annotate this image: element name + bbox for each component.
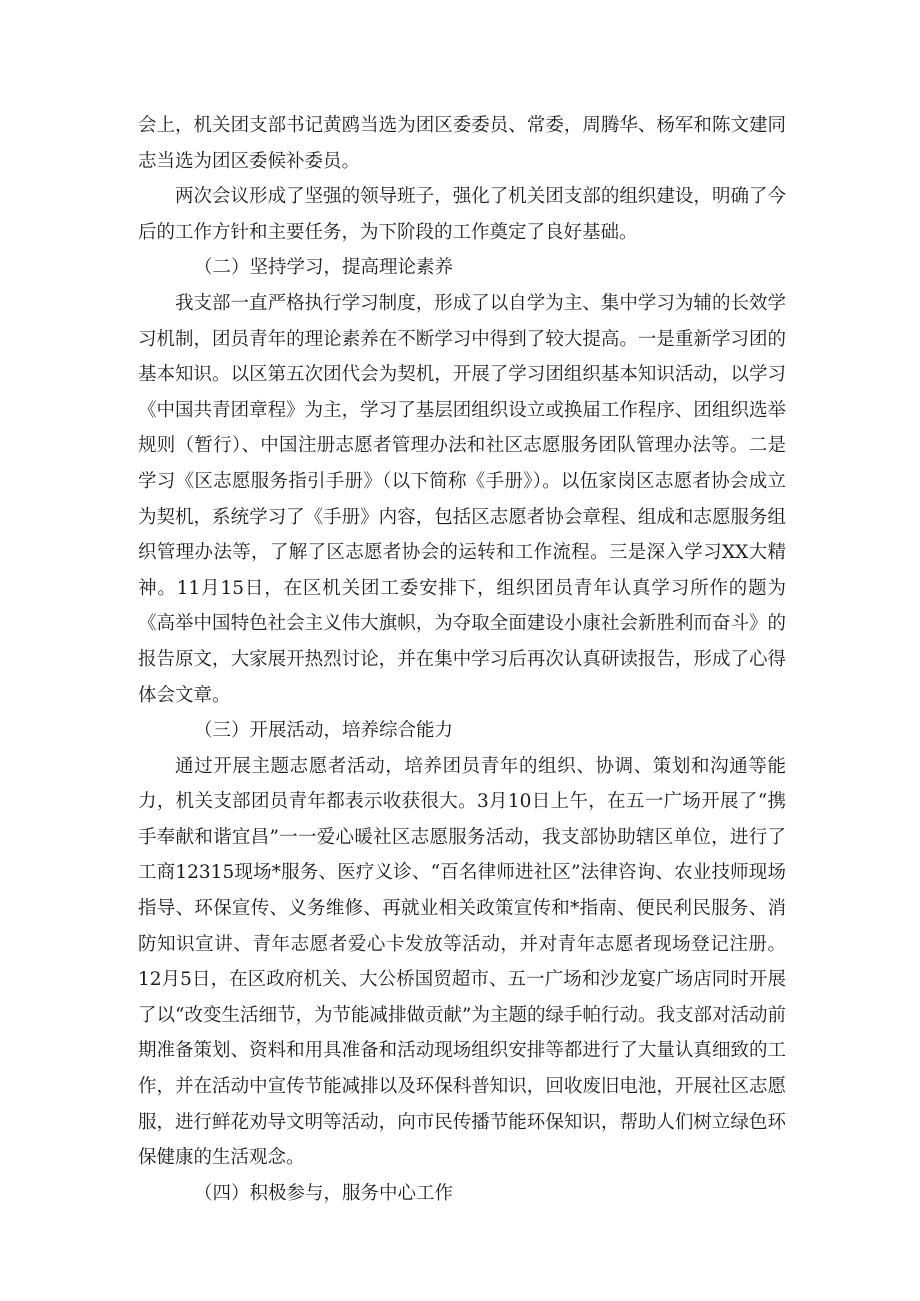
document-page: [138, 108, 786, 1211]
section-heading-study: （二）坚持学习，提高理论素养: [194, 257, 454, 279]
paragraph-meeting-summary: 两次会议形成了坚强的领导班子，强化了机关团支部的组织建设，明确了今后的工作方针和主要任务，为下阶段的工作奠定了良好基础。: [138, 186, 786, 243]
section-heading-participation: （四）积极参与，服务中心工作: [194, 1182, 454, 1204]
paragraph-study: 我支部一直严格执行学习制度，形成了以自学为主、集中学习为辅的长效学习机制，团员青年的理论素养在不断学习中得到了较大提高。一是重新学习团的基本知识。以区第五次团代会为契机，开展了学习团组织基本知识活动，以学习《中国共青团章程》为主，学习了基层团组织设立或换届工作程序、团组织选举规则（暂行）、中国注册志愿者管理办法和社区志愿服务团队管理办法等。二是学习《区志愿服务指引手册》（以下简称《手册》）。以伍家岗区志愿者协会成立为契机，系统学习了《手册》内容，包括区志愿者协会章程、组成和志愿服务组织管理办法等，了解了区志愿者协会的运转和工作流程。三是深入学习XX大精神。11月15日，在区机关团工委安排下，组织团员青年认真学习所作的题为《高举中国特色社会主义伟大旗帜，为夺取全面建设小康社会新胜利而奋斗》的报告原文，大家展开热烈讨论，并在集中学习后再次认真研读报告，形成了心得体会文章。: [138, 292, 786, 706]
paragraph-activities: 通过开展主题志愿者活动，培养团员青年的组织、协调、策划和沟通等能力，机关支部团员青年都表示收获很大。3月10日上午，在五一广场开展了“携手奉献和谐宜昌”一一爱心暖社区志愿服务活动，我支部协助辖区单位，进行了工商12315现场*服务、医疗义诊、“百名律师进社区”法律咨询、农业技师现场指导、环保宣传、义务维修、再就业相关政策宣传和*指南、便民利民服务、消防知识宣讲、青年志愿者爱心卡发放等活动，并对青年志愿者现场登记注册。12月5日，在区政府机关、大公桥国贸超市、五一广场和沙龙宴广场店同时开展了以“改变生活细节，为节能减排做贡献”为主题的绿手帕行动。我支部对活动前期准备策划、资料和用具准备和活动现场组织安排等都进行了大量认真细致的工作，并在活动中宣传节能减排以及环保科普知识，回收废旧电池，开展社区志愿服，进行鲜花劝导文明等活动，向市民传播节能环保知识，帮助人们树立绿色环保健康的生活观念。: [138, 755, 786, 1169]
paragraph-continuation: 会上，机关团支部书记黄鸥当选为团区委委员、常委，周腾华、杨军和陈文建同志当选为团区委候补委员。: [138, 115, 786, 172]
section-heading-activities: （三）开展活动，培养综合能力: [194, 720, 454, 742]
